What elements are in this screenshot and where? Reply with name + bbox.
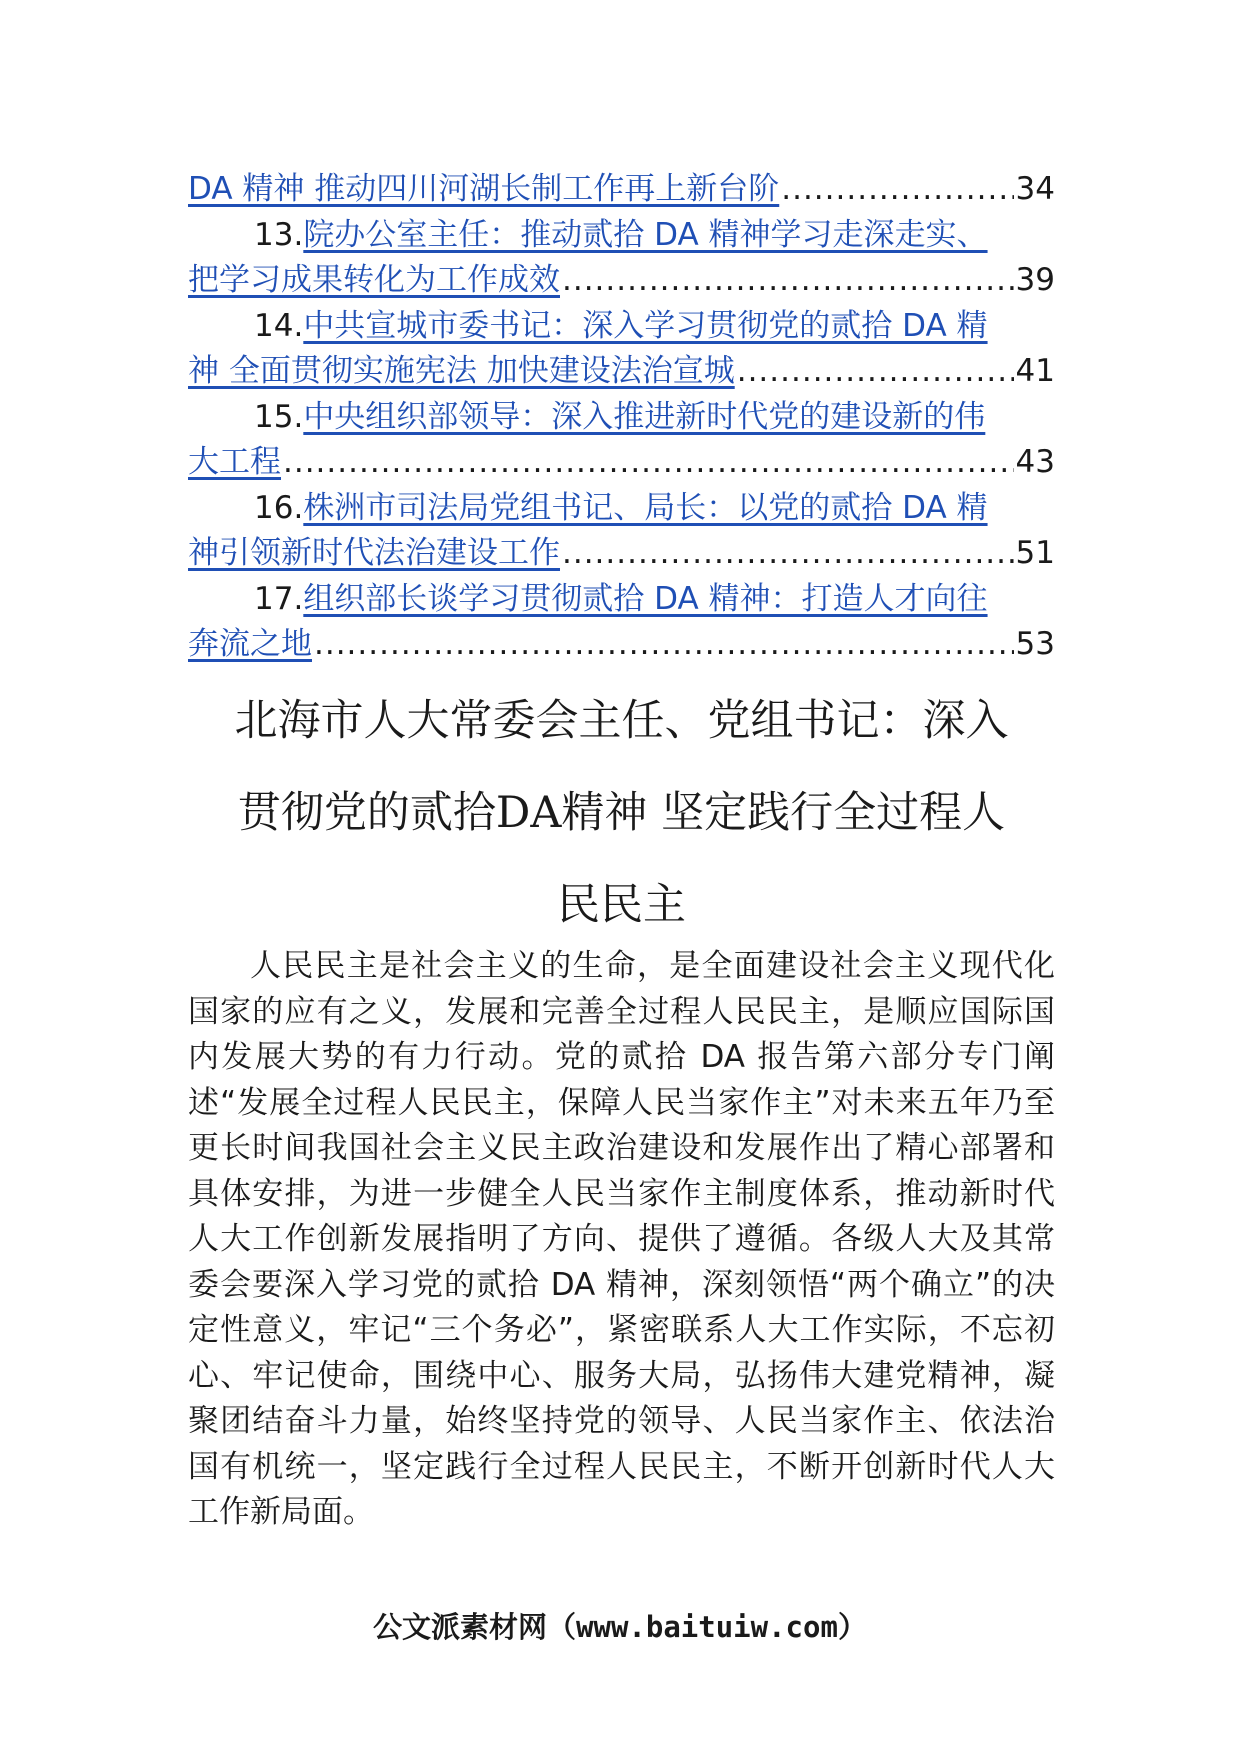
toc-entry-15-line2	[188, 440, 1055, 486]
toc-entry-16	[188, 486, 1055, 577]
toc-leader-dots	[781, 167, 1013, 213]
footer-source	[0, 1605, 1240, 1646]
article-title-line2b: DA	[495, 788, 562, 838]
toc-page-number: 39	[1015, 262, 1055, 298]
article-title-line2c: 精神 坚定践行全过程人	[561, 788, 1006, 838]
toc-leader-dots	[562, 258, 1014, 304]
toc-entry-number: 16.	[254, 489, 304, 526]
toc-link-17-cont[interactable]: 奔流之地	[188, 626, 312, 662]
toc-link-12[interactable]: DA 精神 推动四川河湖长制工作再上新台阶	[188, 171, 780, 207]
toc-entry-number: 17.	[254, 580, 304, 617]
toc-link-15[interactable]: 中央组织部领导：深入推进新时代党的建设新的伟	[303, 398, 986, 435]
toc-page-number: 43	[1015, 444, 1055, 480]
toc-entry-12-line	[188, 167, 1055, 213]
toc-entry-17-line2	[188, 622, 1055, 668]
toc-link-13[interactable]: 院办公室主任：推动贰拾 DA 精神学习走深走实、	[303, 216, 988, 253]
article-title-line3: 民民主	[557, 880, 686, 930]
toc-entry-17-line1	[188, 577, 1055, 623]
toc-link-14-cont[interactable]: 神 全面贯彻实施宪法 加快建设法治宣城	[188, 353, 735, 389]
toc-entry-16-line1	[188, 486, 1055, 532]
footer-close-paren: ）	[837, 1610, 867, 1644]
toc-entry-15	[188, 395, 1055, 486]
toc-page-number: 41	[1015, 353, 1055, 389]
toc-link-15-cont[interactable]: 大工程	[188, 444, 281, 480]
toc-entry-13-line2	[188, 258, 1055, 304]
footer-url: www.baituiw.com	[576, 1610, 838, 1644]
toc-entry-number: 14.	[254, 307, 304, 344]
toc-link-14[interactable]: 中共宣城市委书记：深入学习贯彻党的贰拾 DA 精	[303, 307, 988, 344]
toc-entry-14	[188, 304, 1055, 395]
toc-leader-dots	[737, 349, 1014, 395]
toc-entry-number: 13.	[254, 216, 304, 253]
toc-entry-12	[188, 167, 1055, 213]
article-body-paragraph: 人民民主是社会主义的生命，是全面建设社会主义现代化国家的应有之义，发展和完善全过程人民民主，是顺应国际国内发展大势的有力行动。党的贰拾 DA 报告第六部分专门阐述“发展全过程人民民主，保障人民当家作主”对未来五年乃至更长时间我国社会主义民主政治建设和发展作出了精心部署和具体安排，为进一步健全人民当家作主制度体系，推动新时代人大工作创新发展指明了方向、提供了遵循。各级人大及其常委会要深入学习党的贰拾 DA 精神，深刻领悟“两个确立”的决定性意义，牢记“三个务必”，紧密联系人大工作实际，不忘初心、牢记使命，围绕中心、服务大局，弘扬伟大建党精神，凝聚团结奋斗力量，始终坚持党的领导、人民当家作主、依法治国有机统一，坚定践行全过程人民民主，不断开创新时代人大工作新局面。	[188, 948, 1055, 1530]
toc-link-13-cont[interactable]: 把学习成果转化为工作成效	[188, 262, 560, 298]
toc-entry-14-line1	[188, 304, 1055, 350]
article-title-line2a: 贯彻党的贰拾	[237, 788, 496, 838]
toc-entry-15-line1	[188, 395, 1055, 441]
toc-entry-17	[188, 577, 1055, 668]
toc-link-16[interactable]: 株洲市司法局党组书记、局长：以党的贰拾 DA 精	[303, 489, 988, 526]
toc-leader-dots	[562, 531, 1014, 577]
footer-site-name: 公文派素材网	[373, 1610, 548, 1644]
toc-page-number: 34	[1015, 171, 1055, 207]
toc-page-number: 51	[1015, 535, 1055, 571]
toc-entry-16-line2	[188, 531, 1055, 577]
toc-leader-dots	[283, 440, 1014, 486]
toc-entry-13-line1	[188, 213, 1055, 259]
toc-link-16-cont[interactable]: 神引领新时代法治建设工作	[188, 535, 560, 571]
toc-page-number: 53	[1015, 626, 1055, 662]
article-title-line1: 北海市人大常委会主任、党组书记：深入	[234, 696, 1009, 746]
article-title	[188, 675, 1055, 951]
toc-entry-number: 15.	[254, 398, 304, 435]
toc-link-17[interactable]: 组织部长谈学习贯彻贰拾 DA 精神：打造人才向往	[303, 580, 988, 617]
toc-entry-14-line2	[188, 349, 1055, 395]
table-of-contents	[188, 167, 1055, 668]
footer-open-paren: （	[547, 1610, 577, 1644]
toc-leader-dots	[314, 622, 1014, 668]
toc-entry-13	[188, 213, 1055, 304]
